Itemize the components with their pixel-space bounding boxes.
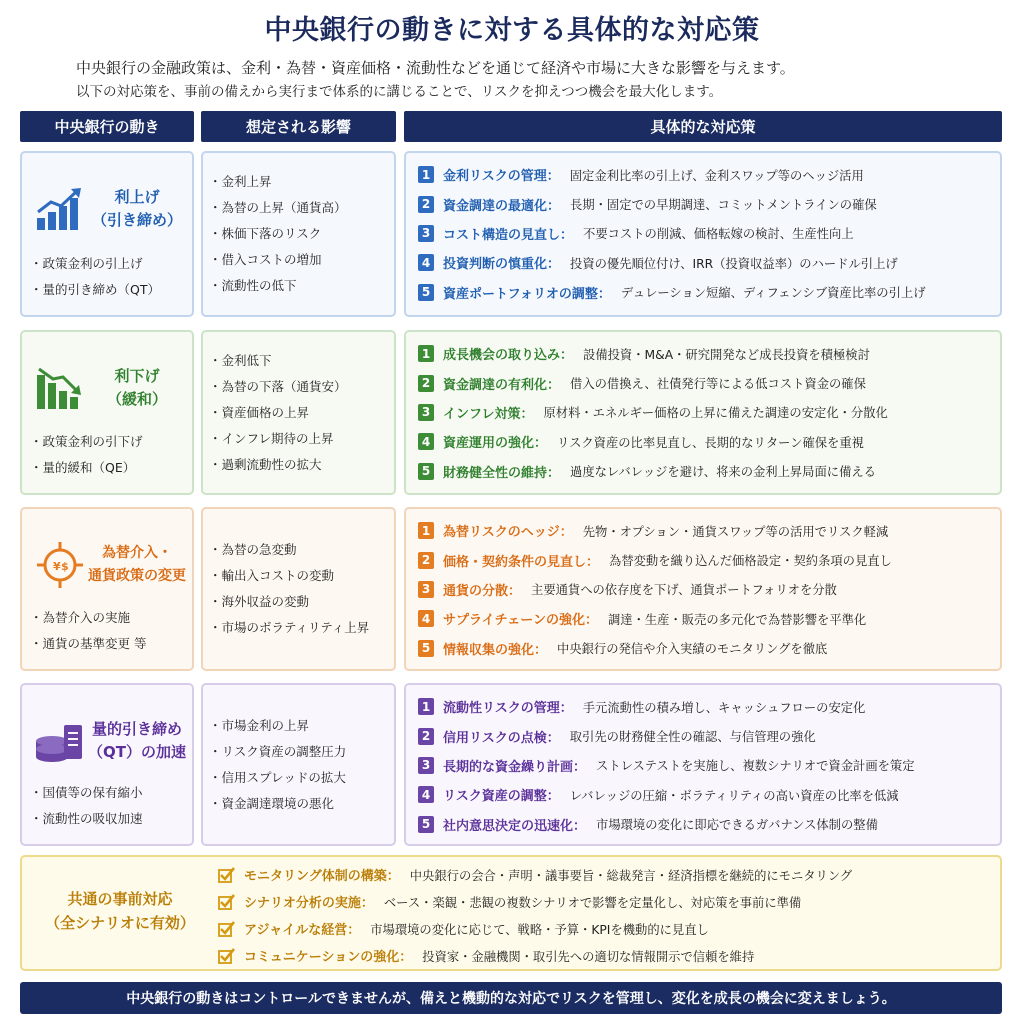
measure-title: リスク資産の調整：	[443, 789, 560, 805]
svg-text:$: $	[61, 560, 69, 573]
number-badge: 5	[418, 640, 434, 657]
measure-item	[418, 457, 992, 486]
measure-title: 資金調達の最適化：	[443, 198, 561, 214]
move-cell-rate-cut	[20, 330, 194, 495]
move-cell-rate-hike	[20, 151, 194, 317]
measure-title: 為替リスクのヘッジ：	[443, 525, 573, 541]
impact-item: ・ 輸出入コストの変動	[223, 563, 369, 589]
measure-item	[418, 189, 992, 218]
move-title: 量的引き締め （QT）の加速	[88, 720, 186, 761]
impact-item: ・ 金利低下	[223, 348, 347, 374]
number-badge: 3	[418, 581, 434, 598]
number-badge: 1	[418, 345, 434, 362]
impact-cell-fx-intervention	[201, 507, 396, 671]
number-badge: 3	[418, 757, 434, 774]
impact-item: ・ 借入コストの増加	[223, 247, 347, 273]
common-item-text: 投資家・金融機関・取引先への適切な情報開示で信頼を維持	[422, 949, 755, 964]
impact-cell-qt-acceleration	[201, 683, 396, 846]
move-bullet: ・ 為替介入の実施	[44, 605, 147, 631]
number-badge: 5	[418, 816, 434, 833]
number-badge: 4	[418, 254, 434, 271]
measures-cell-fx-intervention	[404, 507, 1002, 671]
move-title: 利下げ （緩和）	[106, 367, 167, 408]
impact-item: ・ 過剰流動性の拡大	[223, 452, 347, 478]
common-title: 共通の事前対応 （全シナリオに有効）	[45, 890, 195, 932]
measure-text: 過度なレバレッジを避け、将来の金利上昇局面に備える	[570, 465, 876, 480]
measure-text: 市場環境の変化に即応できるガバナンス体制の整備	[596, 818, 878, 833]
measure-text: 中央銀行の発信や介入実績のモニタリングを徹底	[557, 642, 828, 657]
header-measures: 具体的な対応策	[404, 111, 1002, 142]
measure-item	[418, 604, 992, 633]
measure-text: 固定金利比率の引上げ、金利スワップ等のヘッジ活用	[569, 168, 864, 183]
number-badge: 3	[418, 225, 434, 242]
impact-item: ・ リスク資産の調整圧力	[223, 739, 346, 765]
number-badge: 1	[418, 166, 434, 183]
coin-stack-icon	[32, 713, 88, 769]
move-bullet: ・ 流動性の吸収加速	[44, 806, 143, 832]
measures-cell-rate-hike	[404, 151, 1002, 317]
number-badge: 4	[418, 610, 434, 627]
measure-title: 信用リスクの点検：	[443, 730, 560, 746]
common-item	[218, 942, 852, 969]
impact-cell-rate-cut	[201, 330, 396, 495]
number-badge: 2	[418, 196, 434, 213]
bar-chart-down-icon	[32, 360, 88, 416]
measure-text: 不要コストの削減、価格転嫁の検討、生産性向上	[583, 227, 854, 242]
measure-item	[418, 427, 992, 456]
common-item-title: コミュニケーションの強化：	[244, 950, 413, 965]
measure-item	[418, 219, 992, 248]
number-badge: 5	[418, 463, 434, 480]
measure-item	[418, 368, 992, 397]
currency-exchange-icon	[32, 537, 88, 593]
measure-item	[418, 575, 992, 604]
impact-item: ・ 為替の下落（通貨安）	[223, 374, 347, 400]
common-item-text: 中央銀行の会合・声明・議事要旨・総裁発言・経済指標を継続的にモニタリング	[409, 868, 853, 883]
impact-item: ・ 流動性の低下	[223, 273, 347, 299]
measure-item	[418, 810, 992, 839]
common-measures-box	[20, 855, 1002, 971]
impact-item: ・ 海外収益の変動	[223, 589, 369, 615]
measure-title: 流動性リスクの管理：	[443, 701, 573, 717]
measure-item	[418, 160, 992, 189]
number-badge: 2	[418, 728, 434, 745]
move-bullet: ・ 国債等の保有縮小	[44, 780, 143, 806]
measure-text: 主要通貨への依存度を下げ、通貨ポートフォリオを分散	[531, 583, 837, 598]
measure-item	[418, 278, 992, 307]
checkbox-checked-icon	[218, 948, 236, 964]
impact-item: ・ 市場金利の上昇	[223, 713, 346, 739]
measure-item	[418, 780, 992, 809]
measure-text: 手元流動性の積み増し、キャッシュフローの安定化	[582, 700, 866, 715]
svg-text:¥: ¥	[53, 560, 61, 573]
checkbox-checked-icon	[218, 894, 236, 910]
move-bullet: ・ 量的緩和（QE）	[44, 455, 143, 481]
measure-title: 投資判断の慎重化：	[443, 257, 561, 273]
impact-cell-rate-hike	[201, 151, 396, 317]
impact-item: ・ 株価下落のリスク	[223, 221, 347, 247]
common-item-text: 市場環境の変化に応じて、戦略・予算・KPIを機動的に見直し	[370, 922, 709, 937]
measure-text: 設備投資・M&A・研究開発など成長投資を積極検討	[583, 347, 870, 362]
number-badge: 3	[418, 404, 434, 421]
measure-item	[418, 692, 992, 721]
bar-chart-up-icon	[32, 181, 88, 237]
common-item-title: シナリオ分析の実施：	[244, 896, 374, 911]
number-badge: 2	[418, 375, 434, 392]
common-item-title: モニタリング体制の構築：	[244, 869, 400, 884]
impact-item: ・ インフレ期待の上昇	[223, 426, 347, 452]
measure-title: 金利リスクの管理：	[443, 169, 560, 185]
measure-item	[418, 721, 992, 750]
measure-text: ストレステストを実施し、複数シナリオで資金計画を策定	[596, 759, 915, 774]
header-move: 中央銀行の動き	[20, 111, 194, 142]
measure-title: サプライチェーンの強化：	[443, 613, 598, 629]
number-badge: 4	[418, 786, 434, 803]
checkbox-checked-icon	[218, 867, 236, 883]
header-impact: 想定される影響	[201, 111, 396, 142]
measure-title: 情報収集の強化：	[443, 642, 548, 658]
measure-text: レバレッジの圧縮・ボラティリティの高い資産の比率を低減	[569, 788, 899, 803]
number-badge: 1	[418, 698, 434, 715]
number-badge: 5	[418, 284, 434, 301]
measure-text: 原材料・エネルギー価格の上昇に備えた調達の安定化・分散化	[543, 406, 888, 421]
move-bullet: ・ 政策金利の引上げ	[44, 251, 160, 277]
measure-title: 成長機会の取り込み：	[443, 348, 574, 364]
measure-text: リスク資産の比率見直し、長期的なリターン確保を重視	[557, 435, 864, 450]
intro-line-2: 以下の対応策を、事前の備えから実行まで体系的に講じることで、リスクを抑えつつ機会を最大化します。	[76, 84, 723, 100]
page-title: 中央銀行の動きに対する具体的な対応策	[264, 15, 760, 46]
measure-text: 借入の借換え、社債発行等による低コスト資金の確保	[570, 377, 866, 392]
measure-text: 調達・生産・販売の多元化で為替影響を平準化	[607, 612, 867, 627]
move-bullet: ・ 通貨の基準変更 等	[44, 631, 147, 657]
measure-item	[418, 339, 992, 368]
impact-item: ・ 為替の急変動	[223, 537, 369, 563]
measure-title: 資金調達の有利化：	[443, 377, 561, 393]
move-cell-qt-acceleration	[20, 683, 194, 846]
measure-title: コスト構造の見直し：	[443, 227, 574, 243]
measure-item	[418, 248, 992, 277]
measure-text: 為替変動を織り込んだ価格設定・契約条項の見直し	[609, 554, 892, 569]
impact-item: ・ 資産価格の上昇	[223, 400, 347, 426]
move-bullet: ・ 政策金利の引下げ	[44, 429, 143, 455]
impact-item: ・ 金利上昇	[223, 169, 347, 195]
common-item	[218, 915, 852, 942]
common-item-text: ベース・楽観・悲観の複数シナリオで影響を定量化し、対応策を事前に準備	[383, 895, 802, 910]
measure-title: 財務健全性の維持：	[443, 465, 561, 481]
measure-title: 資産ポートフォリオの調整：	[443, 286, 611, 302]
measure-text: デュレーション短縮、ディフェンシブ資産比率の引上げ	[620, 286, 926, 301]
measure-title: 価格・契約条件の見直し：	[443, 554, 600, 570]
measure-title: 社内意思決定の迅速化：	[443, 818, 587, 834]
move-title: 為替介入・ 通貨政策の変更	[88, 545, 186, 584]
measure-item	[418, 398, 992, 427]
intro-line-1: 中央銀行の金融政策は、金利・為替・資産価格・流動性などを通じて経済や市場に大きな影響を与えます。	[76, 59, 795, 77]
measure-text: 長期・固定での早期調達、コミットメントラインの確保	[570, 198, 877, 213]
move-cell-fx-intervention	[20, 507, 194, 671]
footer-banner: 中央銀行の動きはコントロールできませんが、備えと機動的な対応でリスクを管理し、変化を成長の機会に変えましょう。	[20, 982, 1002, 1014]
measures-cell-qt-acceleration	[404, 683, 1002, 846]
number-badge: 4	[418, 433, 434, 450]
common-item	[218, 888, 852, 915]
impact-item: ・ 市場のボラティリティ上昇	[223, 615, 369, 641]
measure-item	[418, 634, 992, 663]
measure-title: インフレ対策：	[443, 406, 534, 422]
number-badge: 2	[418, 552, 434, 569]
measures-cell-rate-cut	[404, 330, 1002, 495]
number-badge: 1	[418, 522, 434, 539]
move-bullet: ・ 量的引き締め（QT）	[44, 277, 160, 303]
common-item-title: アジャイルな経営：	[244, 923, 361, 938]
measure-text: 投資の優先順位付け、IRR（投資収益率）のハードル引上げ	[570, 256, 898, 271]
impact-item: ・ 信用スプレッドの拡大	[223, 765, 346, 791]
measure-title: 資産運用の強化：	[443, 436, 548, 452]
measure-text: 取引先の財務健全性の確認、与信管理の強化	[569, 730, 816, 745]
measure-title: 通貨の分散：	[443, 583, 522, 599]
measure-item	[418, 545, 992, 574]
measure-item	[418, 516, 992, 545]
common-item	[218, 861, 852, 888]
checkbox-checked-icon	[218, 921, 236, 937]
move-title: 利上げ （引き締め）	[91, 188, 182, 229]
measure-title: 長期的な資金繰り計画：	[443, 759, 587, 775]
measure-item	[418, 751, 992, 780]
impact-item: ・ 為替の上昇（通貨高）	[223, 195, 347, 221]
measure-text: 先物・オプション・通貨スワップ等の活用でリスク軽減	[582, 524, 889, 539]
impact-item: ・ 資金調達環境の悪化	[223, 791, 346, 817]
